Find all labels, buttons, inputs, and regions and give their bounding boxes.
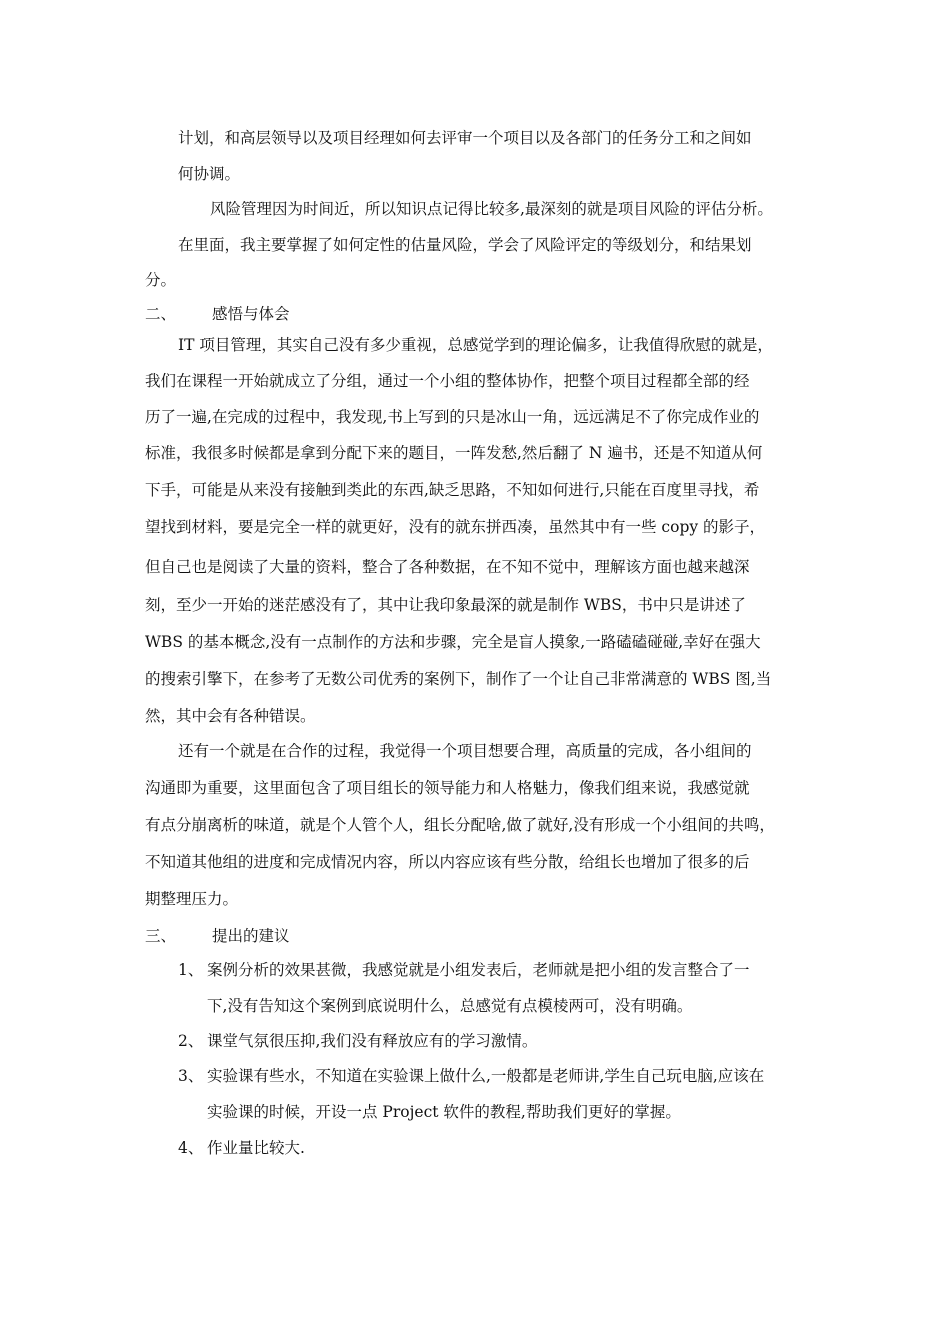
section2-para2-line-1: 还有一个就是在合作的过程，我觉得一个项目想要合理，高质量的完成，各小组间的 — [178, 742, 752, 760]
intro-line-4: 在里面，我主要掌握了如何定性的估量风险，学会了风险评定的等级划分，和结果划 — [178, 236, 752, 254]
intro-line-1: 计划，和高层领导以及项目经理如何去评审一个项目以及各部门的任务分工和之间如 — [178, 129, 752, 147]
intro-line-2: 何协调。 — [178, 165, 241, 183]
section2-para1-line-2: 我们在课程一开始就成立了分组，通过一个小组的整体协作，把整个项目过程都全部的经 — [145, 372, 750, 390]
section3-number: 三、 — [145, 927, 177, 945]
suggestion-4-line-1: 作业量比较大. — [207, 1139, 305, 1157]
intro-line-5: 分。 — [145, 271, 177, 289]
section3-title: 提出的建议 — [212, 927, 290, 945]
suggestion-3-line-1: 实验课有些水，不知道在实验课上做什么,一般都是老师讲,学生自己玩电脑,应该在 — [207, 1067, 765, 1085]
section2-para1-line-11: 然，其中会有各种错误。 — [145, 707, 316, 725]
section2-para1-line-3: 历了一遍,在完成的过程中，我发现,书上写到的只是冰山一角，远远满足不了你完成作业的 — [145, 408, 760, 426]
section2-para1-line-9: WBS 的基本概念,没有一点制作的方法和步骤，完全是盲人摸象,一路磕磕碰碰,幸好在强大 — [145, 633, 761, 651]
section2-para1-line-8: 刻，至少一开始的迷茫感没有了，其中让我印象最深的就是制作 WBS，书中只是讲述了 — [145, 596, 746, 614]
section2-para2-line-4: 不知道其他组的进度和完成情况内容，所以内容应该有些分散，给组长也增加了很多的后 — [145, 853, 750, 871]
section2-title: 感悟与体会 — [212, 305, 290, 323]
section2-para1-line-5: 下手，可能是从来没有接触到类此的东西,缺乏思路，不知如何进行,只能在百度里寻找，希 — [145, 481, 760, 499]
suggestion-1-number: 1、 — [178, 961, 204, 979]
section2-para1-line-10: 的搜索引擎下，在参考了无数公司优秀的案例下，制作了一个让自己非常满意的 WBS 图,当 — [145, 670, 772, 688]
section2-para2-line-3: 有点分崩离析的味道，就是个人管个人，组长分配啥,做了就好,没有形成一个小组间的共鸣， — [145, 816, 775, 834]
section2-number: 二、 — [145, 305, 177, 323]
suggestion-3-number: 3、 — [178, 1067, 204, 1085]
suggestion-4-number: 4、 — [178, 1139, 204, 1157]
intro-line-3: 风险管理因为时间近，所以知识点记得比较多,最深刻的就是项目风险的评估分析。 — [210, 200, 773, 218]
section2-para2-line-2: 沟通即为重要，这里面包含了项目组长的领导能力和人格魅力，像我们组来说，我感觉就 — [145, 779, 750, 797]
section2-para1-line-1: IT 项目管理，其实自己没有多少重视，总感觉学到的理论偏多，让我值得欣慰的就是， — [178, 336, 773, 354]
section2-para1-line-6: 望找到材料，要是完全一样的就更好，没有的就东拼西凑，虽然其中有一些 copy 的影子， — [145, 518, 766, 536]
suggestion-2-number: 2、 — [178, 1032, 204, 1050]
section2-para1-line-4: 标准，我很多时候都是拿到分配下来的题目，一阵发愁,然后翻了 N 遍书，还是不知道从何 — [145, 444, 763, 462]
suggestion-3-line-2: 实验课的时候，开设一点 Project 软件的教程,帮助我们更好的掌握。 — [207, 1103, 681, 1121]
suggestion-2-line-1: 课堂气氛很压抑,我们没有释放应有的学习激情。 — [207, 1032, 538, 1050]
section2-para1-line-7: 但自己也是阅读了大量的资料，整合了各种数据，在不知不觉中，理解该方面也越来越深 — [145, 558, 750, 576]
section2-para2-line-5: 期整理压力。 — [145, 890, 239, 908]
suggestion-1-line-1: 案例分析的效果甚微，我感觉就是小组发表后，老师就是把小组的发言整合了一 — [207, 961, 750, 979]
suggestion-1-line-2: 下,没有告知这个案例到底说明什么，总感觉有点模棱两可，没有明确。 — [207, 997, 693, 1015]
